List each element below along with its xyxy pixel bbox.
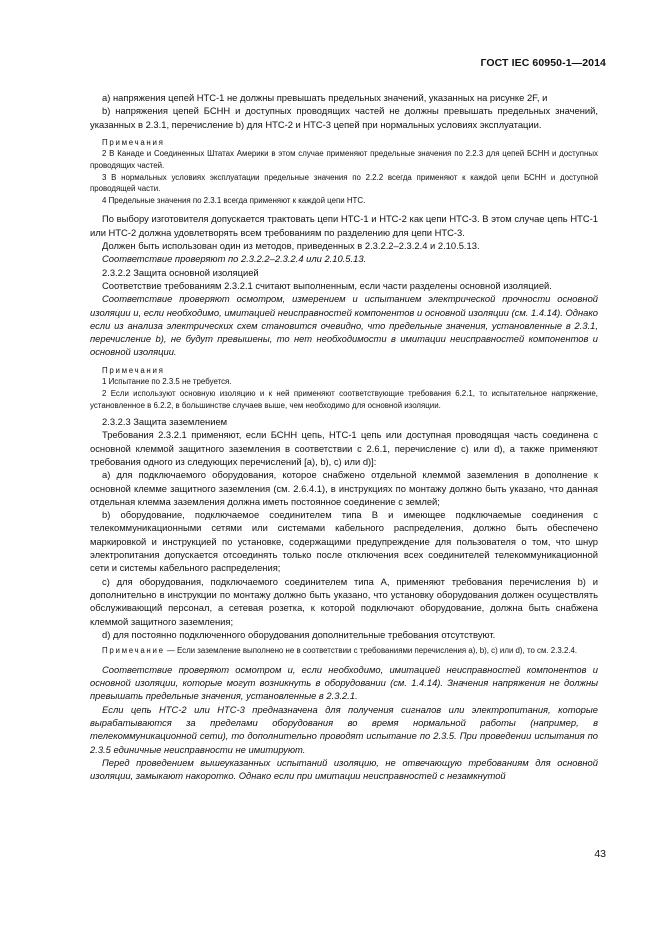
note-item: 2 Если используют основную изоляцию и к ней применяют соответствующие требования 6.2.1, то испытательное напряжение, установленное в 6.2.2, в большинстве случаев выше, чем необходимо для основной изоляции. <box>90 388 598 410</box>
section-title-2322: 2.3.2.2 Защита основной изоляцией <box>102 266 259 278</box>
note-earthing <box>90 645 598 657</box>
note-item: 2 В Канаде и Соединенных Штатах Америки в этом случае применяют предельные значения по 2.2.3 для цепей БСНН и доступных проводящих частей. <box>90 149 598 171</box>
paragraph-compliance-inspection: Соответствие проверяют осмотром, измерением и испытанием электрической прочности основной изоляции и, если необходимо, имитацией неисправностей компонентов и основной изоляции (см. 1.4.14). Однако если из анализа электрических схем становится очевидно, что предельные значения, установленные в 2.3.1, перечисление b), не будут превышены, то нет необходимости в имитации неисправностей компонентов и основной изоляции. <box>90 293 598 358</box>
note-label: Примечание <box>102 646 165 656</box>
page-number: 43 <box>594 848 606 860</box>
notes-block-2 <box>90 365 598 411</box>
paragraph-ntc-signal-test: Если цепь НТС-2 или НТС-3 предназначена для получения сигналов или электропитания, которые вырабатываются за пределами оборудования во время нормальной работы (например, в телекоммуникационной сети), то дополнительно проводят испытание по 2.3.5. При проведении испытания по 2.3.5 единичные неисправности не имитируют. <box>90 703 598 755</box>
paragraph-short-circuit: Перед проведением вышеуказанных испытаний изоляцию, не отвечающую требованиям для основной изоляции, замыкают накоротко. Однако если при имитации неисправностей с незамкнутой <box>90 756 598 782</box>
note-item: 3 В нормальных условиях эксплуатации предельные значения по 2.2.2 всегда применяют к каждой цепи БСНН и доступной проводящей части. <box>90 172 598 194</box>
paragraph-basic-insulation: Соответствие требованиям 2.3.2.1 считают выполненным, если части разделены основной изоляцией. <box>102 279 552 291</box>
notes-heading: Примечания <box>102 137 165 147</box>
notes-block-1 <box>90 137 598 207</box>
paragraph-methods: Должен быть использован один из методов, приведенных в 2.3.2.2–2.3.2.4 и 2.10.5.13. <box>102 240 480 252</box>
list-item-a: a) напряжения цепей НТС-1 не должны превышать предельных значений, указанных на рисунке 2F, и <box>102 92 548 103</box>
list-item: b) оборудование, подключаемое соединителем типа В и имеющее подключаемые соединения с телекоммуникационными сетями или системами кабельного распределения, должно быть обеспечено маркировкой и инструкцией по установке, содержащими предупреждение для пользователя о том, что шнур электропитания допускается отсоединять только после отключения всех соединителей телекоммуникационной сети и системы кабельного распределения; <box>90 509 598 574</box>
list-item-b: b) напряжения цепей БСНН и доступных проводящих частей не должны превышать предельных значений, указанных в 2.3.1, перечисление b) для НТС-2 и НТС-3 цепей при нормальных условиях эксплуатации. <box>90 105 598 130</box>
document-body <box>90 91 598 782</box>
paragraph-earthing-intro: Требования 2.3.2.1 применяют, если БСНН цепь, НТС-1 цепь или доступная проводящая часть соединена с основной клеммой защитного заземления в соответствии с 2.6.1, перечисление с) или d), а также применяют требования одного из следующих перечислений [a), b), c) или d)]: <box>90 429 598 467</box>
list-item: а) для подключаемого оборудования, которое снабжено отдельной клеммой заземления в дополнение к основной клемме защитного заземления (см. 2.6.4.1), в инструкциях по монтажу должно быть указано, что данная отдельная клемма заземления должна иметь постоянное соединение с землей; <box>90 469 598 507</box>
list-item: c) для оборудования, подключаемого соединителем типа А, применяют требования перечисления b) и дополнительно в инструкции по монтажу должно быть указано, что установку оборудования должен осуществлять обслуживающий персонал, а сетевая розетка, к которой подключают оборудование, должна быть снабжена клеммой защитного заземления; <box>90 575 598 627</box>
paragraph-manufacturer-option: По выбору изготовителя допускается трактовать цепи НТС-1 и НТС-2 как цепи НТС-3. В этом случае цепь НТС-1 или НТС-2 должна удовлетворять всем требованиям по разделению для цепи НТС-3. <box>90 213 598 238</box>
list-item: d) для постоянно подключенного оборудования дополнительные требования отсутствуют. <box>102 628 496 640</box>
note-item: 1 Испытание по 2.3.5 не требуется. <box>102 377 232 387</box>
note-item: 4 Предельные значения по 2.3.1 всегда применяют к каждой цепи НТС. <box>102 195 366 205</box>
paragraph-compliance-check: Соответствие проверяют по 2.3.2.2–2.3.2.4 или 2.10.5.13. <box>102 253 367 265</box>
section-title-2323: 2.3.2.3 Защита заземлением <box>102 416 228 428</box>
document-standard-header: ГОСТ IEC 60950-1—2014 <box>480 57 606 69</box>
note-text: — Если заземление выполнено не в соответствии с требованиями перечисления а), b), с) или d), то см. 2.3.2.4. <box>164 646 578 656</box>
paragraph-compliance-earthing: Соответствие проверяют осмотром и, если необходимо, имитацией неисправностей компонентов и основной изоляции, которые могут возникнуть в оборудовании (см. 1.4.14). Значения напряжения не должны превышать предельные значения, установленные в 2.3.2.1. <box>90 663 598 702</box>
notes-heading: Примечания <box>102 365 165 375</box>
